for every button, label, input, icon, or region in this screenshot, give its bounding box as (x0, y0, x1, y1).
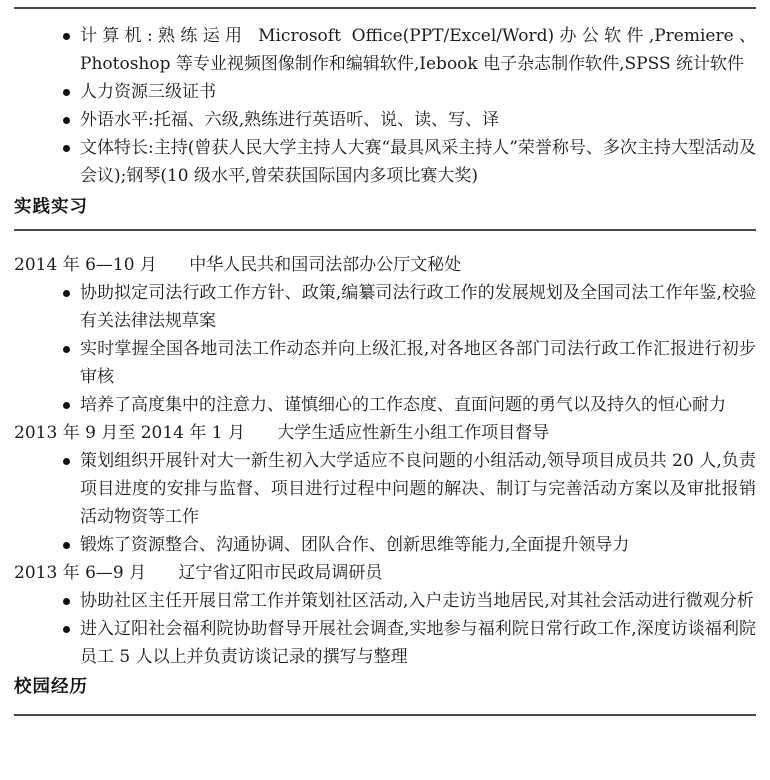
entry-title (14, 251, 756, 279)
bullet-icon (63, 626, 70, 633)
entry-bullet-text: 协助拟定司法行政工作方针、政策,编纂司法行政工作的发展规划及全国司法工作年鉴,校验有关法律法规草案 (80, 283, 756, 331)
bullet-icon (63, 33, 70, 40)
entry-title (14, 559, 756, 587)
bullet-icon (63, 598, 70, 605)
skill-item-text: 人力资源三级证书 (80, 82, 216, 102)
entry-date: 2013 年 6—9 月 (14, 563, 147, 583)
entry-org: 大学生适应性新生小组工作项目督导 (277, 423, 550, 443)
entry-bullet-text: 锻炼了资源整合、沟通协调、团队合作、创新思维等能力,全面提升领导力 (80, 535, 630, 555)
entry-bullet-list (14, 447, 756, 559)
bottom-divider (14, 714, 756, 716)
skill-item-text: 计算机:熟练运用 Microsoft Office(PPT/Excel/Word)办公软件,Premiere、Photoshop 等专业视频图像制作和编辑软件,Iebook 电子杂志制作软件,SPSS 统计软件 (80, 26, 756, 74)
list-item (14, 335, 756, 391)
list-item (14, 22, 756, 78)
entry-date: 2014 年 6—10 月 (14, 255, 157, 275)
entry-bullet-text: 协助社区主任开展日常工作并策划社区活动,入户走访当地居民,对其社会活动进行微观分析 (80, 591, 754, 611)
skill-item-text: 文体特长:主持(曾获人民大学主持人大赛“最具风采主持人”荣誉称号、多次主持大型活动及会议);钢琴(10 级水平,曾荣获国际国内多项比赛大奖) (80, 138, 756, 186)
list-item (14, 531, 756, 559)
entry-bullet-list (14, 279, 756, 419)
list-item (14, 587, 756, 615)
entry-org: 辽宁省辽阳市民政局调研员 (178, 563, 383, 583)
entry-date: 2013 年 9 月至 2014 年 1 月 (14, 423, 245, 443)
experience-entry (14, 419, 756, 559)
list-item (14, 447, 756, 531)
list-item (14, 78, 756, 106)
skill-item-text: 外语水平:托福、六级,熟练进行英语听、说、读、写、译 (80, 110, 500, 130)
bullet-icon (63, 402, 70, 409)
bullet-icon (63, 145, 70, 152)
entry-bullet-text: 培养了高度集中的注意力、谨慎细心的工作态度、直面问题的勇气以及持久的恒心耐力 (80, 395, 726, 415)
bullet-icon (63, 346, 70, 353)
entry-org: 中华人民共和国司法部办公厅文秘处 (189, 255, 462, 275)
experience-entry (14, 559, 756, 671)
skills-list (14, 22, 756, 190)
bullet-icon (63, 117, 70, 124)
entry-title (14, 419, 756, 447)
section-heading-practice: 实践实习 (14, 197, 88, 217)
entry-bullet-text: 实时掌握全国各地司法工作动态并向上级汇报,对各地区各部门司法行政工作汇报进行初步审核 (80, 339, 756, 387)
top-divider (14, 7, 756, 9)
bullet-icon (63, 290, 70, 297)
entry-bullet-text: 策划组织开展针对大一新生初入大学适应不良问题的小组活动,领导项目成员共 20 人,负责项目进度的安排与监督、项目进行过程中问题的解决、制订与完善活动方案以及审批报销活动物资等工作 (80, 451, 756, 527)
bullet-icon (63, 458, 70, 465)
experience-entry (14, 251, 756, 419)
list-item (14, 106, 756, 134)
list-item (14, 279, 756, 335)
list-item (14, 615, 756, 671)
list-item (14, 134, 756, 190)
section-heading-campus: 校园经历 (14, 677, 88, 697)
bullet-icon (63, 542, 70, 549)
bullet-icon (63, 89, 70, 96)
entry-bullet-list (14, 587, 756, 671)
list-item (14, 391, 756, 419)
entry-bullet-text: 进入辽阳社会福利院协助督导开展社会调查,实地参与福利院日常行政工作,深度访谈福利院员工 5 人以上并负责访谈记录的撰写与整理 (80, 619, 756, 667)
section-divider (14, 229, 756, 231)
